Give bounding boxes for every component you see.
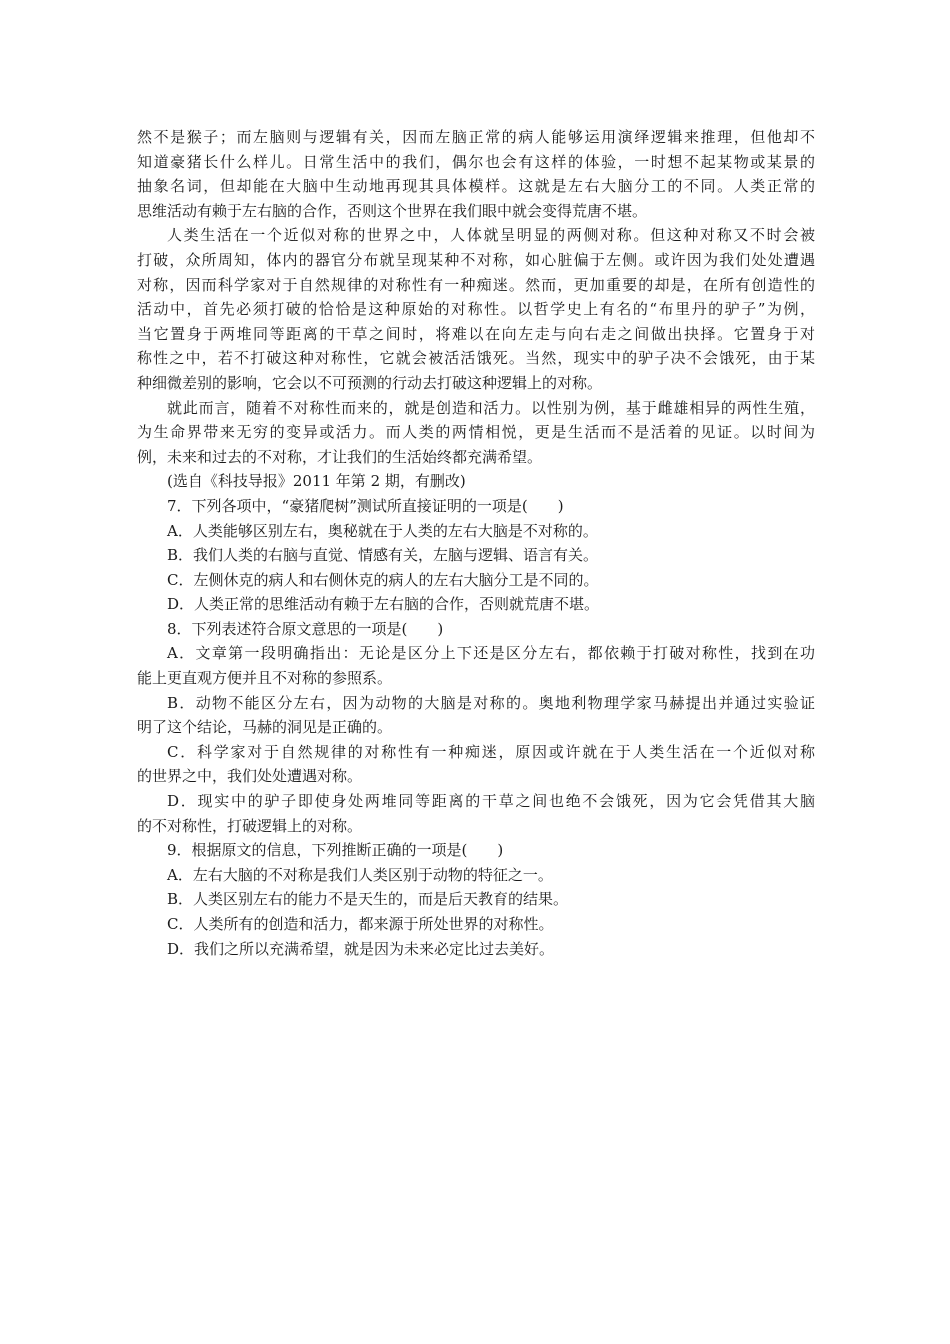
text-line: 人类生活在一个近似对称的世界之中，人体就呈明显的两侧对称。但这种对称又不时会被 <box>167 226 815 245</box>
text-line: 对称，因而科学家对于自然规律的对称性有一种痴迷。然而，更加重要的却是，在所有创造性的 <box>137 275 815 294</box>
text-line: 为生命界带来无穷的变异或活力。而人类的两情相悦，更是生活而不是活着的见证。以时间为 <box>137 423 815 442</box>
text-line: 打破，众所周知，体内的器官分布就呈现某种不对称，如心脏偏于左侧。或许因为我们处处遭遇 <box>137 250 815 269</box>
text-line: B．人类区别左右的能力不是天生的，而是后天教育的结果。 <box>167 890 569 909</box>
text-line: B．动物不能区分左右，因为动物的大脑是对称的。奥地利物理学家马赫提出并通过实验证 <box>167 693 815 712</box>
document-page <box>137 125 815 961</box>
text-line: 知道豪猪长什么样儿。日常生活中的我们，偶尔也会有这样的体验，一时想不起某物或某景的 <box>137 152 815 171</box>
text-line: A．人类能够区别左右，奥秘就在于人类的左右大脑是不对称的。 <box>167 521 598 540</box>
text-line: 就此而言，随着不对称性而来的，就是创造和活力。以性别为例，基于雌雄相异的两性生殖， <box>167 398 815 417</box>
text-line: B．我们人类的右脑与直觉、情感有关，左脑与逻辑、语言有关。 <box>167 546 599 565</box>
question-7 <box>137 494 815 617</box>
text-line: D．人类正常的思维活动有赖于左右脑的合作，否则就荒唐不堪。 <box>167 595 600 614</box>
text-line: C．左侧休克的病人和右侧休克的病人的左右大脑分工是不同的。 <box>167 570 599 589</box>
source-citation <box>137 469 815 494</box>
text-line: 种细微差别的影响，它会以不可预测的行动去打破这种逻辑上的对称。 <box>137 373 603 392</box>
text-line: D．现实中的驴子即使身处两堆同等距离的干草之间也绝不会饿死，因为它会凭借其大脑 <box>167 792 815 811</box>
question-9 <box>137 838 815 961</box>
text-line: C．人类所有的创造和活力，都来源于所处世界的对称性。 <box>167 915 554 933</box>
text-line: 然不是猴子；而左脑则与逻辑有关，因而左脑正常的病人能够运用演绎逻辑来推理，但他却不 <box>137 128 815 146</box>
paragraph-creativity <box>137 396 815 470</box>
text-line: 例，未来和过去的不对称，才让我们的生活始终都充满希望。 <box>137 447 543 466</box>
text-line: A．左右大脑的不对称是我们人类区别于动物的特征之一。 <box>167 865 553 884</box>
text-line: 称性之中，若不打破这种对称性，它就会被活活饿死。当然，现实中的驴子决不会饿死，由于某 <box>137 349 815 368</box>
text-line: 能上更直观方便并且不对称的参照系。 <box>137 669 393 688</box>
text-line: 思维活动有赖于左右脑的合作，否则这个世界在我们眼中就会变得荒唐不堪。 <box>137 201 648 220</box>
paragraph-symmetry-world <box>137 223 815 395</box>
text-line: (选自《科技导报》2011 年第 2 期，有删改) <box>167 472 466 491</box>
text-line: 的不对称性，打破逻辑上的对称。 <box>137 816 363 835</box>
text-line: 抽象名词，但却能在大脑中生动地再现其具体模样。这就是左右大脑分工的不同。人类正常的 <box>137 177 815 196</box>
text-line: 8．下列表述符合原文意思的一项是( ) <box>167 619 444 638</box>
question-8 <box>137 617 815 838</box>
text-line: 7．下列各项中，“豪猪爬树”测试所直接证明的一项是( ) <box>167 496 564 515</box>
text-line: 当它置身于两堆同等距离的干草之间时，将难以在向左走与向右走之间做出抉择。它置身于对 <box>137 324 815 343</box>
text-line: 9．根据原文的信息，下列推断正确的一项是( ) <box>167 841 504 860</box>
paragraph-brain-division <box>137 125 815 223</box>
text-line: 的世界之中，我们处处遭遇对称。 <box>137 767 363 786</box>
text-line: 明了这个结论，马赫的洞见是正确的。 <box>137 718 393 737</box>
text-line: 活动中，首先必须打破的恰恰是这种原始的对称性。以哲学史上有名的“布里丹的驴子”为例， <box>137 300 815 319</box>
text-line: D．我们之所以充满希望，就是因为未来必定比过去美好。 <box>167 939 555 958</box>
text-line: C．科学家对于自然规律的对称性有一种痴迷，原因或许就在于人类生活在一个近似对称 <box>167 742 815 761</box>
text-line: A．文章第一段明确指出：无论是区分上下还是区分左右，都依赖于打破对称性，找到在功 <box>167 644 815 663</box>
